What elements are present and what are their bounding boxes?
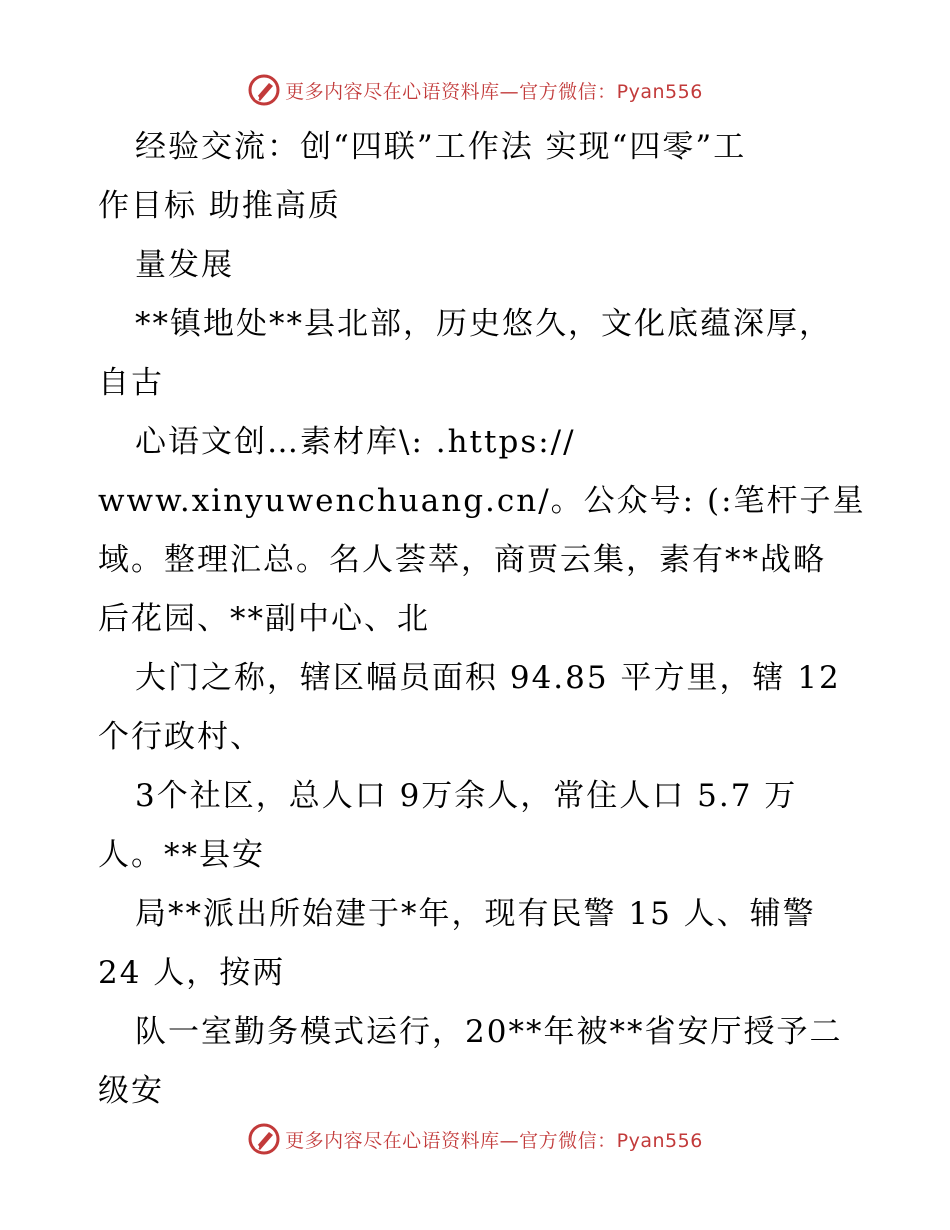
- body-line: 局**派出所始建于*年，现有民警 15 人、辅警: [135, 896, 816, 932]
- pen-logo-icon: [247, 1122, 281, 1156]
- footer-watermark-text: 更多内容尽在心语资料库—官方微信：Pyan556: [285, 1129, 703, 1152]
- body-line: 个行政村、: [98, 719, 263, 755]
- body-line: 3个社区，总人口 9万余人，常住人口 5.7 万: [135, 778, 798, 814]
- body-line: 大门之称，辖区幅员面积 94.85 平方里，辖 12: [135, 660, 841, 696]
- body-line: 经验交流：创“四联”工作法 实现“四零”工: [135, 129, 747, 165]
- body-line: 队一室勤务模式运行，20**年被**省安厅授予二: [135, 1014, 843, 1050]
- header-watermark-banner: [0, 70, 950, 110]
- document-body: [98, 118, 866, 1121]
- body-line: 24 人，按两: [98, 955, 286, 991]
- body-line: 域。整理汇总。名人荟萃，商贾云集，素有**战略: [98, 542, 826, 578]
- body-line: 人。**县安: [98, 837, 265, 873]
- body-line: www.xinyuwenchuang.cn/。公众号: (:笔杆子星: [98, 483, 866, 519]
- pen-logo-icon: [247, 73, 281, 107]
- body-line: 后花园、**副中心、北: [98, 601, 430, 637]
- body-line: 级安: [98, 1073, 164, 1109]
- header-watermark-text: 更多内容尽在心语资料库—官方微信：Pyan556: [285, 80, 703, 103]
- body-line: 心语文创…素材库\: .https://: [135, 424, 576, 460]
- footer-watermark-banner: [0, 1119, 950, 1159]
- body-line: **镇地处**县北部，历史悠久，文化底蕴深厚，: [135, 306, 832, 342]
- body-line: 自古: [98, 365, 164, 401]
- body-line: 量发展: [135, 247, 234, 283]
- body-line: 作目标 助推高质: [98, 188, 341, 224]
